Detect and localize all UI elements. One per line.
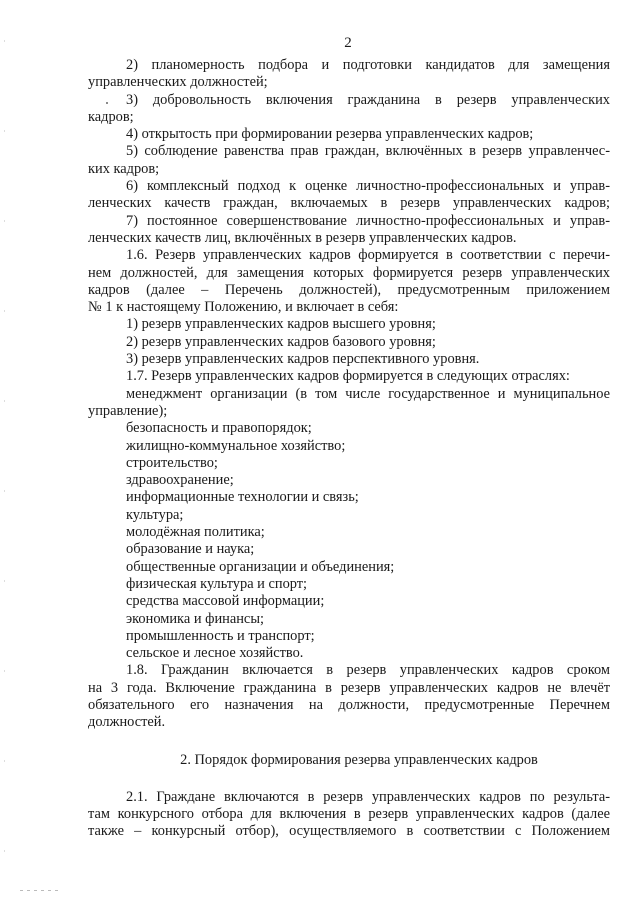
text-line: обязательного его назначения на должности, предусмотренные Перечнем bbox=[88, 696, 610, 713]
list-item: промышленность и транспорт; bbox=[126, 627, 315, 644]
list-item: физическая культура и спорт; bbox=[126, 575, 308, 592]
scan-margin-artifact bbox=[4, 0, 5, 905]
text-line: 5) соблюдение равенства прав граждан, включённых в резерв управленчес- bbox=[126, 143, 610, 160]
list-item: сельское и лесное хозяйство. bbox=[126, 645, 304, 662]
list-item: информационные технологии и связь; bbox=[126, 489, 359, 506]
text-line: 1) резерв управленческих кадров высшего уровня; bbox=[126, 316, 436, 333]
text-line: 1.8. Гражданин включается в резерв управленческих кадров сроком bbox=[126, 662, 610, 679]
list-item: жилищно-коммунальное хозяйство; bbox=[126, 437, 346, 454]
page-number: 2 bbox=[344, 35, 352, 51]
text-line: ленческих качеств лиц, включённых в резерв управленческих кадров. bbox=[88, 229, 517, 246]
document-body bbox=[88, 57, 610, 841]
text-line: 7) постоянное совершенствование личностно-профессиональных и управ- bbox=[126, 212, 610, 229]
text-line: управленческих должностей; bbox=[88, 74, 268, 91]
text-line: 3) резерв управленческих кадров перспективного уровня. bbox=[126, 351, 480, 368]
list-item: здравоохранение; bbox=[126, 472, 234, 489]
text-line: должностей. bbox=[88, 714, 166, 731]
list-item: строительство; bbox=[126, 454, 218, 471]
text-line: 2) планомерность подбора и подготовки кандидатов для замещения bbox=[126, 57, 610, 73]
text-line: менеджмент организации (в том числе государственное и муниципальное bbox=[126, 385, 610, 402]
text-line: кадров; bbox=[88, 108, 134, 125]
text-line: 1.6. Резерв управленческих кадров формируется в соответствии с перечи- bbox=[126, 247, 610, 264]
text-line: ких кадров; bbox=[88, 160, 160, 177]
text-line: № 1 к настоящему Положению, и включает в себя: bbox=[88, 299, 399, 316]
text-line: ленческих качеств граждан, включаемых в резерв управленческих кадров; bbox=[88, 195, 610, 212]
text-line: 2.1. Граждане включаются в резерв управленческих кадров по результа- bbox=[126, 788, 610, 805]
text-line: 6) комплексный подход к оценке личностно-профессиональных и управ- bbox=[126, 178, 610, 195]
text-line: 3) добровольность включения гражданина в резерв управленческих bbox=[126, 91, 610, 108]
list-item: средства массовой информации; bbox=[126, 593, 325, 610]
list-item: образование и наука; bbox=[126, 541, 255, 558]
text-line: управление); bbox=[88, 402, 168, 419]
list-item: экономика и финансы; bbox=[126, 610, 264, 627]
text-line: 2) резерв управленческих кадров базового уровня; bbox=[126, 333, 436, 350]
text-line: на 3 года. Включение гражданина в резерв управленческих кадров не влечёт bbox=[88, 679, 610, 696]
list-item: культура; bbox=[126, 506, 184, 523]
section-heading: 2. Порядок формирования резерва управленческих кадров bbox=[180, 751, 538, 768]
list-item: безопасность и правопорядок; bbox=[126, 420, 312, 437]
text-line: кадров (далее – Перечень должностей), предусмотренным приложением bbox=[88, 281, 610, 298]
text-line: также – конкурсный отбор), осуществляемого в соответствии с Положением bbox=[88, 823, 610, 840]
text-line: нем должностей, для замещения которых формируется резерв управленческих bbox=[88, 264, 610, 281]
list-item: общественные организации и объединения; bbox=[126, 558, 395, 575]
list-item: молодёжная политика; bbox=[126, 524, 265, 541]
text-line: 4) открытость при формировании резерва управленческих кадров; bbox=[126, 126, 534, 143]
text-line: там конкурсного отбора для включения в резерв управленческих кадров (далее bbox=[88, 806, 610, 823]
scan-footer-artifact bbox=[20, 890, 60, 891]
text-line: 1.7. Резерв управленческих кадров формируется в следующих отраслях: bbox=[126, 368, 570, 385]
